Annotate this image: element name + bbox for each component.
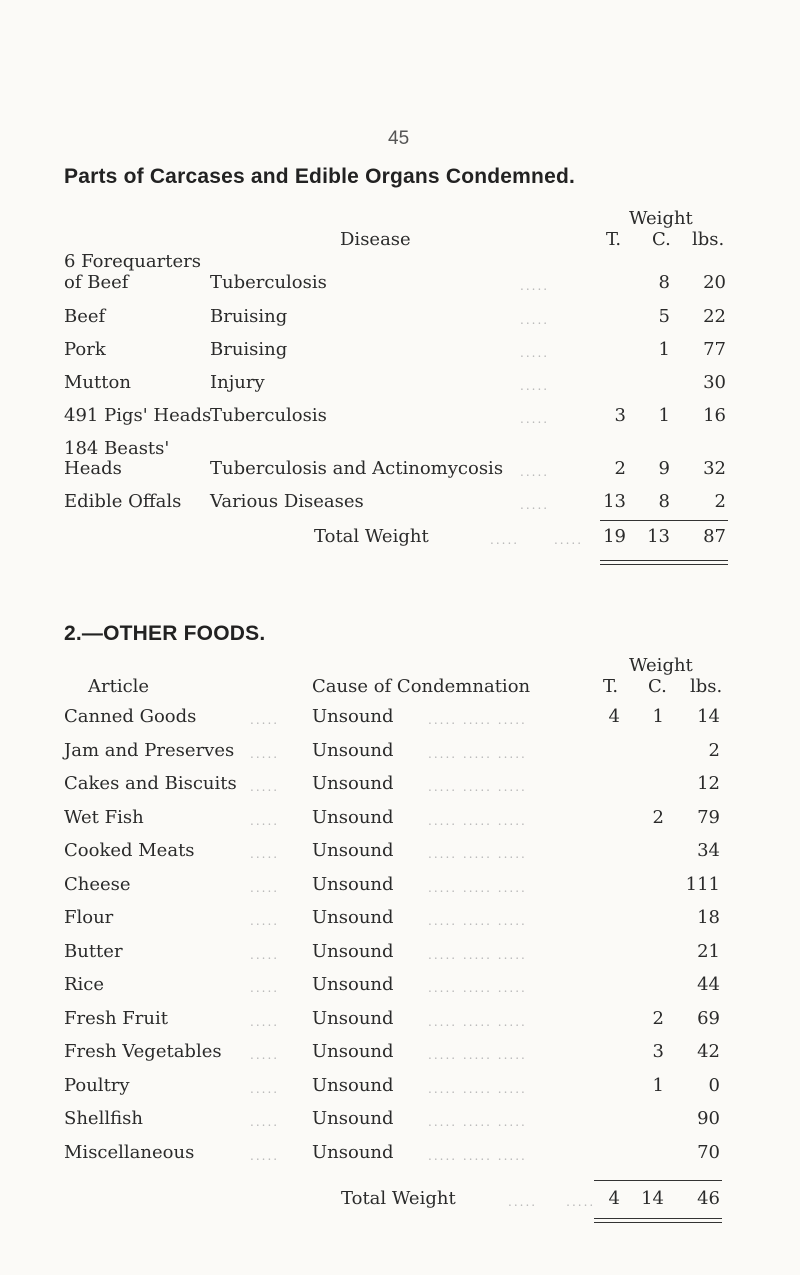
section2-row-c: 1: [652, 706, 664, 727]
leader-dots: ..... ..... .....: [428, 981, 527, 995]
section2-row-article: Flour: [64, 907, 114, 928]
leader-dots: ..... ..... .....: [428, 1149, 527, 1163]
section1-row-article: Beef: [64, 306, 106, 327]
section2-row-article: Miscellaneous: [64, 1142, 195, 1163]
leader-dots: ..... ..... .....: [428, 1048, 527, 1062]
section2-row-lbs: 18: [697, 907, 720, 928]
section2-col-article: Article: [88, 676, 150, 697]
section1-total-t: 19: [603, 526, 626, 547]
section2-row-cause: Unsound: [312, 1008, 394, 1029]
section2-title: 2.—OTHER FOODS.: [64, 622, 266, 645]
section1-total-c: 13: [647, 526, 670, 547]
leader-dots: .....: [250, 948, 280, 962]
section1-row-cause: Bruising: [210, 306, 288, 327]
section1-row-article: 184 Beasts': [64, 438, 170, 459]
leader-dots: ..... ..... .....: [428, 1082, 527, 1096]
section1-row-lbs: 20: [703, 272, 726, 293]
leader-dots: ..... ..... .....: [428, 780, 527, 794]
section1-total-lbs: 87: [703, 526, 726, 547]
section1-row-c: 1: [658, 339, 670, 360]
section2-row-lbs: 34: [697, 840, 720, 861]
leader-dots: .....: [250, 1149, 280, 1163]
section2-row-article: Fresh Fruit: [64, 1008, 168, 1029]
section1-row-article: 491 Pigs' Heads: [64, 405, 212, 426]
section2-row-lbs: 69: [697, 1008, 720, 1029]
page-number: 45: [388, 128, 410, 149]
section1-row-t: 2: [614, 458, 626, 479]
section2-row-article: Fresh Vegetables: [64, 1041, 222, 1062]
section2-row-cause: Unsound: [312, 1075, 394, 1096]
leader-dots: .....: [520, 346, 550, 360]
section1-total-double-rule: [600, 560, 728, 565]
leader-dots: .....: [520, 412, 550, 426]
leader-dots: .....: [250, 747, 280, 761]
section2-row-cause: Unsound: [312, 974, 394, 995]
section2-row-lbs: 79: [697, 807, 720, 828]
section2-row-article: Shellfish: [64, 1108, 143, 1129]
leader-dots: ..... ..... .....: [428, 1015, 527, 1029]
section1-row-c: 9: [658, 458, 670, 479]
section1-row-lbs: 22: [703, 306, 726, 327]
section1-unit-c: C.: [652, 229, 671, 250]
section1-row-cause: Tuberculosis: [210, 272, 327, 293]
section2-row-cause: Unsound: [312, 807, 394, 828]
section1-row-lbs: 32: [703, 458, 726, 479]
leader-dots: .....: [250, 780, 280, 794]
section2-total-lbs: 46: [697, 1188, 720, 1209]
leader-dots: .....: [250, 914, 280, 928]
section1-row-c: 5: [658, 306, 670, 327]
leader-dots: .....: [250, 814, 280, 828]
leader-dots: ..... ..... .....: [428, 914, 527, 928]
leader-dots: .....: [250, 981, 280, 995]
section2-col-weight: Weight: [629, 655, 693, 676]
leader-dots: .....: [250, 847, 280, 861]
section1-row-cause: Tuberculosis and Actinomycosis: [210, 458, 504, 479]
section2-unit-lbs: lbs.: [690, 676, 723, 697]
section1-row-cause: Bruising: [210, 339, 288, 360]
section2-row-lbs: 2: [708, 740, 720, 761]
section2-total-double-rule: [594, 1218, 722, 1223]
leader-dots: .....: [250, 1048, 280, 1062]
section2-col-cause: Cause of Condemnation: [312, 676, 531, 697]
section1-total-rule: [600, 520, 728, 521]
section2-row-c: 1: [652, 1075, 664, 1096]
section1-unit-lbs: lbs.: [692, 229, 725, 250]
section2-row-lbs: 21: [697, 941, 720, 962]
section1-row-lbs: 2: [714, 491, 726, 512]
section2-row-lbs: 12: [697, 773, 720, 794]
section2-total-label: Total Weight: [341, 1188, 456, 1209]
section2-row-lbs: 42: [697, 1041, 720, 1062]
section2-row-article: Canned Goods: [64, 706, 197, 727]
section2-total-t: 4: [608, 1188, 620, 1209]
section1-row-t: 3: [614, 405, 626, 426]
section1-row-article: Pork: [64, 339, 106, 360]
leader-dots: ..... ..... .....: [428, 847, 527, 861]
section2-row-cause: Unsound: [312, 773, 394, 794]
section2-total-c: 14: [641, 1188, 664, 1209]
leader-dots: ..... ..... .....: [428, 1115, 527, 1129]
leader-dots: ..... ..... .....: [428, 747, 527, 761]
section1-row-article: of Beef: [64, 272, 129, 293]
section1-row-c: 1: [658, 405, 670, 426]
section2-row-t: 4: [608, 706, 620, 727]
section2-row-cause: Unsound: [312, 840, 394, 861]
section2-row-article: Cooked Meats: [64, 840, 195, 861]
section1-row-cause: Injury: [210, 372, 265, 393]
section2-row-cause: Unsound: [312, 907, 394, 928]
section2-row-lbs: 0: [708, 1075, 720, 1096]
section1-row-lbs: 77: [703, 339, 726, 360]
section1-col-weight: Weight: [629, 208, 693, 229]
leader-dots: .....: [520, 498, 550, 512]
section2-row-article: Cakes and Biscuits: [64, 773, 237, 794]
section2-unit-t: T.: [603, 676, 619, 697]
leader-dots: .....: [250, 1115, 280, 1129]
section2-row-cause: Unsound: [312, 1041, 394, 1062]
leader-dots: .....: [520, 313, 550, 327]
section2-row-cause: Unsound: [312, 740, 394, 761]
section2-row-article: Cheese: [64, 874, 131, 895]
section1-row-c: 8: [658, 491, 670, 512]
leader-dots: .....: [250, 713, 280, 727]
leader-dots: ..... .....: [490, 533, 584, 547]
section2-row-cause: Unsound: [312, 874, 394, 895]
leader-dots: ..... .....: [508, 1195, 596, 1209]
section2-row-article: Rice: [64, 974, 105, 995]
section1-row-article: Mutton: [64, 372, 131, 393]
section2-row-lbs: 90: [697, 1108, 720, 1129]
section2-row-c: 2: [652, 1008, 664, 1029]
section1-total-label: Total Weight: [314, 526, 429, 547]
section1-row-article: Edible Offals: [64, 491, 182, 512]
section2-row-cause: Unsound: [312, 706, 394, 727]
section1-row-cause: Various Diseases: [210, 491, 364, 512]
leader-dots: .....: [250, 1082, 280, 1096]
leader-dots: ..... ..... .....: [428, 814, 527, 828]
section2-row-article: Jam and Preserves: [64, 740, 235, 761]
section2-row-article: Wet Fish: [64, 807, 144, 828]
section1-unit-t: T.: [606, 229, 622, 250]
section2-row-lbs: 111: [685, 874, 720, 895]
leader-dots: ..... ..... .....: [428, 948, 527, 962]
section2-row-c: 2: [652, 807, 664, 828]
section2-row-article: Poultry: [64, 1075, 130, 1096]
section2-unit-c: C.: [648, 676, 667, 697]
section1-row-article: 6 Forequarters: [64, 251, 201, 272]
section1-row-lbs: 16: [703, 405, 726, 426]
leader-dots: ..... ..... .....: [428, 713, 527, 727]
section1-row-t: 13: [603, 491, 626, 512]
section1-col-disease: Disease: [340, 229, 411, 250]
section2-row-article: Butter: [64, 941, 123, 962]
section1-row-c: 8: [658, 272, 670, 293]
leader-dots: .....: [520, 465, 550, 479]
section2-row-c: 3: [652, 1041, 664, 1062]
section2-row-lbs: 70: [697, 1142, 720, 1163]
section2-total-rule: [594, 1180, 722, 1181]
section2-row-lbs: 44: [697, 974, 720, 995]
section1-row-cause: Tuberculosis: [210, 405, 327, 426]
section2-row-cause: Unsound: [312, 1108, 394, 1129]
leader-dots: .....: [520, 279, 550, 293]
leader-dots: .....: [250, 1015, 280, 1029]
section2-row-cause: Unsound: [312, 1142, 394, 1163]
section2-row-lbs: 14: [697, 706, 720, 727]
section1-row-article: Heads: [64, 458, 122, 479]
section1-row-lbs: 30: [703, 372, 726, 393]
leader-dots: .....: [250, 881, 280, 895]
section1-title: Parts of Carcases and Edible Organs Condemned.: [64, 165, 576, 188]
leader-dots: ..... ..... .....: [428, 881, 527, 895]
leader-dots: .....: [520, 379, 550, 393]
section2-row-cause: Unsound: [312, 941, 394, 962]
